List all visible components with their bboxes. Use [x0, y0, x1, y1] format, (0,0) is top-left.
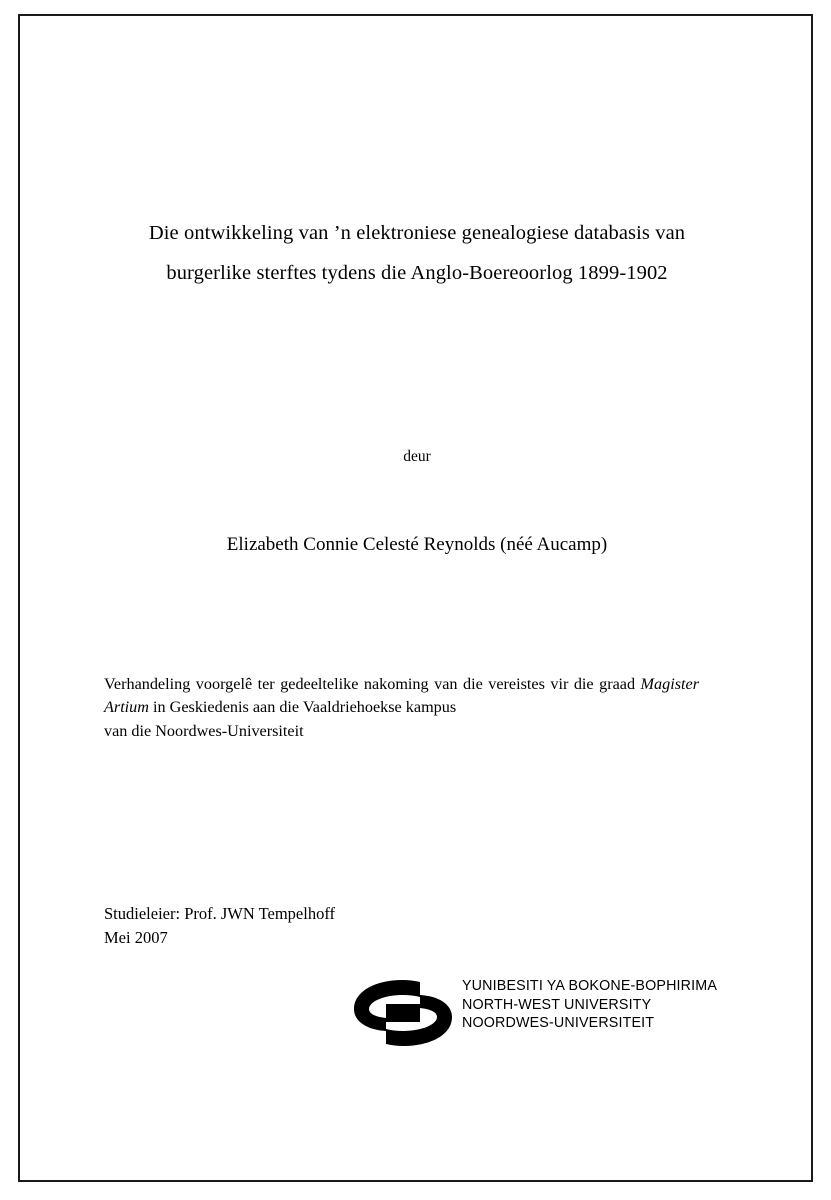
date-line: Mei 2007: [104, 927, 168, 947]
statement-part-2: in Geskiedenis aan die Vaaldriehoekse kampus: [148, 698, 457, 717]
north-west-university-logo-icon: [348, 978, 458, 1048]
university-logo: [250, 974, 718, 1054]
supervisor-line: Studieleier: Prof. JWN Tempelhoff: [104, 904, 336, 923]
statement-part-1: Verhandeling voorgelê ter gedeeltelike nakoming van die vereistes vir die graad: [104, 675, 641, 693]
statement-part-3: van die Noordwes-Universiteit: [104, 721, 304, 740]
logo-text-line-2: NORTH-WEST UNIVERSITY: [462, 996, 652, 1013]
title-line-1: Die ontwikkeling van ’n elektroniese genealogiese databasis van: [148, 222, 686, 244]
degree-name: Magister Artium: [104, 675, 699, 717]
by-label: deur: [403, 448, 431, 465]
page-title: [100, 214, 734, 294]
degree-statement-paragraph: [104, 673, 699, 720]
title-line-2: burgerlike sterftes tydens die Anglo-Boereoorlog 1899-1902: [166, 261, 668, 284]
logo-text-line-3: NOORDWES-UNIVERSITEIT: [462, 1015, 655, 1032]
page-content: [100, 14, 734, 1182]
supervisor-block: [104, 902, 664, 950]
author-name: Elizabeth Connie Celesté Reynolds (néé Aucamp): [226, 534, 608, 555]
degree-statement: [104, 673, 699, 743]
logo-text-line-1: YUNIBESITI YA BOKONE-BOPHIRIMA: [462, 978, 718, 994]
university-logo-text: [462, 977, 717, 1033]
